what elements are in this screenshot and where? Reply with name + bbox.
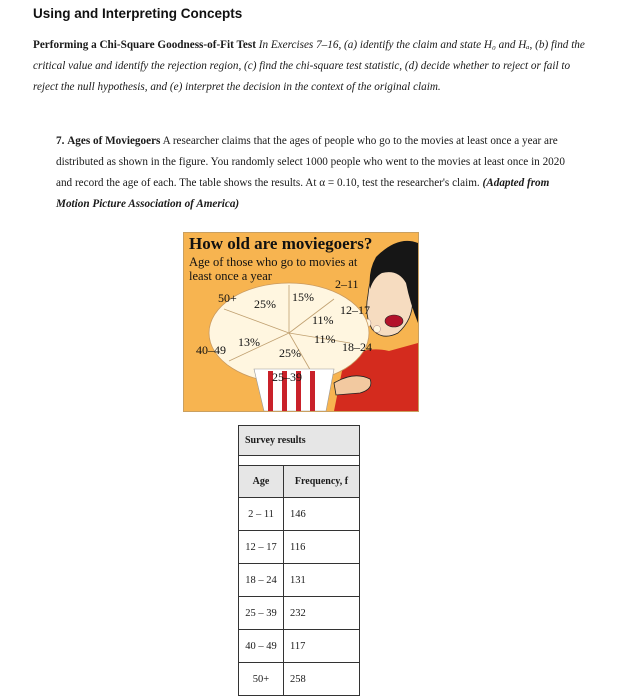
label-40-49: 40–49 [196,343,226,357]
moviegoers-infographic [183,232,419,412]
table-row [239,498,360,531]
table-spacer [239,456,360,466]
frequency-cell: 117 [284,630,360,663]
instructions-lead: Performing a Chi-Square Goodness-of-Fit Test [33,39,256,51]
popcorn-kernel [374,326,381,333]
table-row [239,663,360,696]
label-50-plus: 50+ [218,291,237,305]
label-2-11: 2–11 [335,277,359,291]
label-18-24: 18–24 [342,340,372,354]
table-row [239,564,360,597]
instructions-paragraph [33,35,593,98]
person-mouth [385,315,403,327]
pct-40-49: 13% [238,335,260,349]
label-12-17: 12–17 [340,303,370,317]
pct-25-39: 25% [279,346,301,360]
section-title: Using and Interpreting Concepts [33,6,243,21]
pct-12-17: 11% [312,313,334,327]
pct-50-plus: 25% [254,297,276,311]
table-caption: Survey results [239,426,360,456]
table-row [239,597,360,630]
table-row [239,630,360,663]
exercise-source: (Adapted from Motion Picture Association of America) [56,177,550,210]
table-row [239,531,360,564]
bucket-stripe [310,371,315,411]
survey-results-table [238,425,360,696]
infographic-subtitle: Age of those who go to movies at least once a year [189,255,358,283]
age-cell: 2 – 11 [239,498,284,531]
pct-18-24: 11% [314,332,336,346]
header-frequency: Frequency, f [284,466,360,498]
age-cell: 50+ [239,663,284,696]
frequency-cell: 232 [284,597,360,630]
label-25-39: 25–39 [272,370,302,384]
instructions-body: In Exercises 7–16, (a) identify the claim and state H₀ and Hₐ, (b) find the critical value and identify the rejection region, (c) find the chi-square test statistic, (d) decide whether to reject or fail to reject the null hypothesis, and (e) interpret the decision in the context of the original claim. [33,39,585,93]
frequency-cell: 131 [284,564,360,597]
age-cell: 18 – 24 [239,564,284,597]
frequency-cell: 116 [284,531,360,564]
exercise-title: Ages of Moviegoers [67,135,161,147]
age-cell: 12 – 17 [239,531,284,564]
exercise-number: 7. [56,135,65,147]
frequency-cell: 258 [284,663,360,696]
header-age: Age [239,466,284,498]
exercise-7 [56,131,576,215]
frequency-cell: 146 [284,498,360,531]
age-cell: 25 – 39 [239,597,284,630]
age-cell: 40 – 49 [239,630,284,663]
pct-2-11: 15% [292,290,314,304]
infographic-title: How old are moviegoers? [189,234,373,253]
exercise-text: A researcher claims that the ages of people who go to the movies at least once a year are distributed as shown in the figure. You randomly select 1000 people who went to the movies at least once in 2020 and record the age of each. The table shows the results. At α = 0.10, test the researcher's claim. [56,135,565,189]
